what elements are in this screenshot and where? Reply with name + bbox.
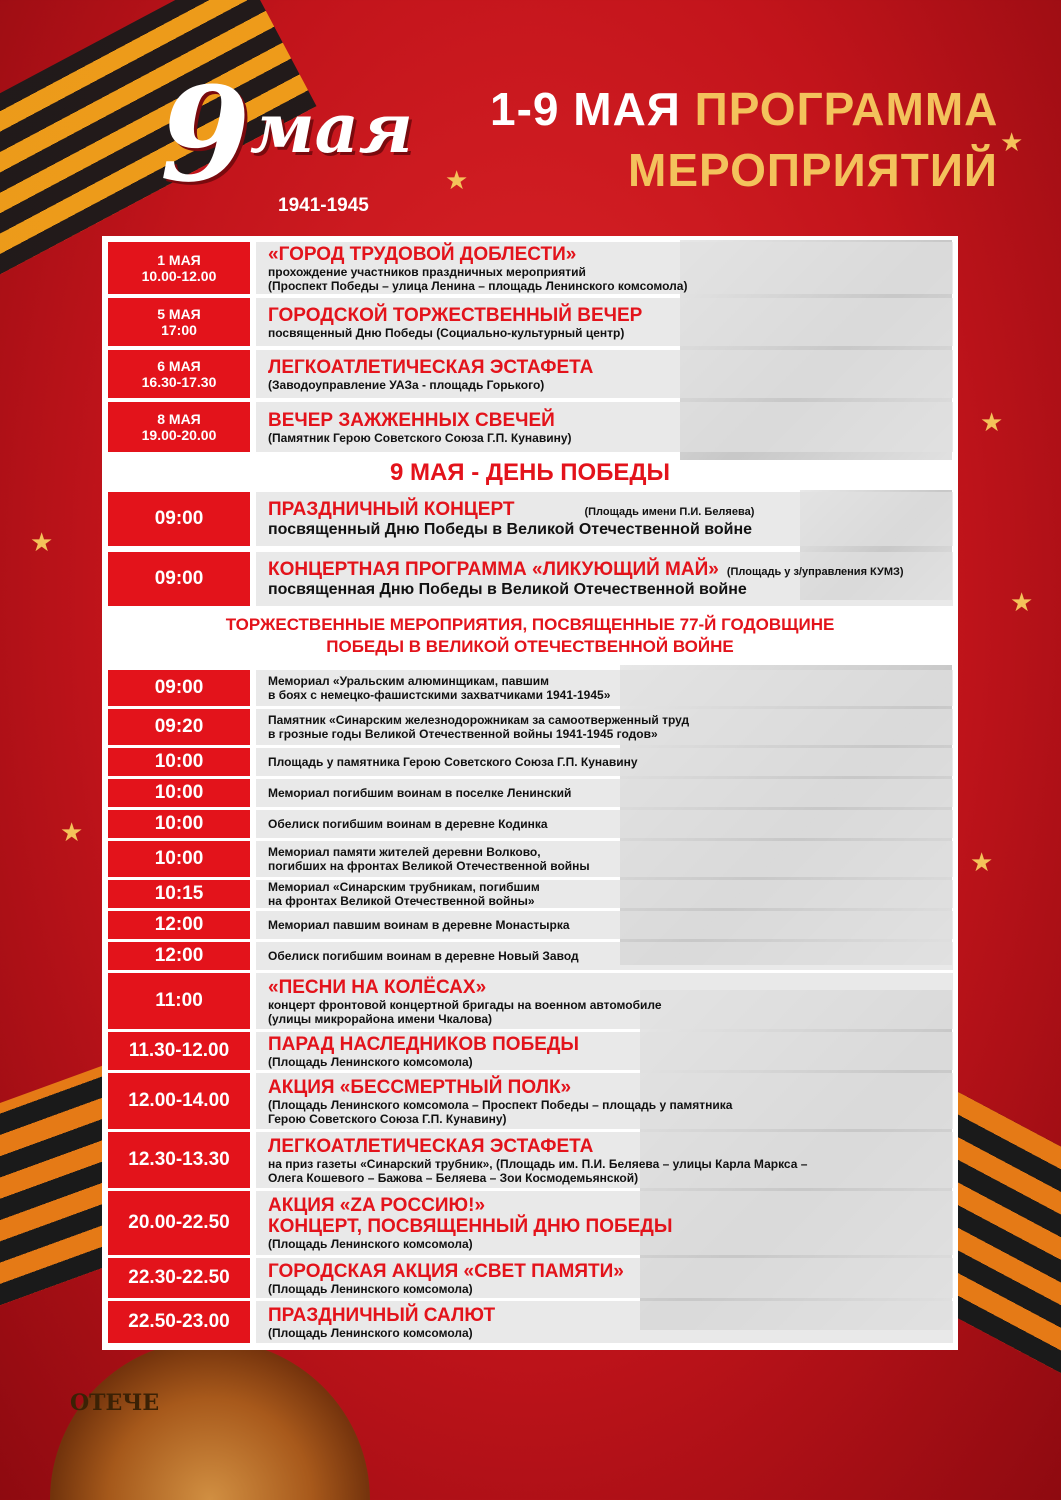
page-title-line2: МЕРОПРИЯТИЙ <box>628 144 998 196</box>
event-time: 10:15 <box>108 880 250 908</box>
event-time: 10:00 <box>108 748 250 776</box>
schedule-row <box>108 1258 953 1298</box>
medal-text: ОТЕЧЕ <box>70 1390 160 1416</box>
event-description: в боях с немецко-фашистскими захватчиками 1941-1945» <box>268 688 611 702</box>
schedule-row <box>108 242 953 294</box>
schedule-row <box>108 779 953 807</box>
event-location: (Заводоуправление УАЗа - площадь Горького) <box>268 377 545 392</box>
event-time: 10:00 <box>108 810 250 838</box>
event-description: посвященная Дню Победы в Великой Отечественной войне <box>268 580 747 598</box>
event-description: прохождение участников праздничных мероприятий <box>268 264 586 279</box>
event-date: 8 МАЯ <box>157 411 201 427</box>
event-time: 09:00 <box>108 552 250 606</box>
event-description: на фронтах Великой Отечественной войны» <box>268 894 535 908</box>
star-icon: ★ <box>1010 588 1034 618</box>
event-description: Мемориал «Синарским трубникам, погибшим <box>268 880 540 894</box>
ceremony-title-line1: ТОРЖЕСТВЕННЫЕ МЕРОПРИЯТИЯ, ПОСВЯЩЕННЫЕ 77-Й ГОДОВЩИНЕ <box>225 615 835 634</box>
schedule-row <box>108 1191 953 1255</box>
event-title: АКЦИЯ «БЕССМЕРТНЫЙ ПОЛК» <box>268 1076 572 1098</box>
schedule-row <box>108 880 953 908</box>
page-title-line1 <box>490 82 998 136</box>
schedule-row <box>108 942 953 970</box>
logo-number: 9 <box>160 58 251 211</box>
event-description: посвященный Дню Победы (Социально-культурный центр) <box>268 325 625 340</box>
event-description: Площадь у памятника Герою Советского Союза Г.П. Кунавину <box>268 755 638 769</box>
logo-word: мая <box>250 89 413 169</box>
event-title: ВЕЧЕР ЗАЖЖЕННЫХ СВЕЧЕЙ <box>268 409 555 431</box>
event-time: 22.50-23.00 <box>108 1301 250 1343</box>
ceremony-title-line2: ПОБЕДЫ В ВЕЛИКОЙ ОТЕЧЕСТВЕННОЙ ВОЙНЕ <box>326 637 734 656</box>
logo-years: 1941-1945 <box>278 195 369 216</box>
event-description: в грозные годы Великой Отечественной войны 1941-1945 годов» <box>268 727 658 741</box>
event-time: 09:00 <box>108 492 250 546</box>
event-time: 10.00-12.00 <box>141 268 217 284</box>
star-icon: ★ <box>60 818 84 848</box>
event-description: Мемориал памяти жителей деревни Волково, <box>268 845 541 859</box>
star-icon: ★ <box>980 408 1004 438</box>
event-location: (Площадь у з/управления КУМЗ) <box>726 565 904 578</box>
schedule-row <box>108 350 953 398</box>
schedule-row <box>108 748 953 776</box>
schedule-row <box>108 1073 953 1129</box>
event-description: посвященный Дню Победы в Великой Отечественной войне <box>268 520 753 538</box>
event-location: (Площадь Ленинского комсомола – Проспект Победы – площадь у памятника <box>268 1097 733 1112</box>
event-title: КОНЦЕРТНАЯ ПРОГРАММА «ЛИКУЮЩИЙ МАЙ» <box>268 558 719 580</box>
schedule-row <box>108 492 953 546</box>
event-description: погибших на фронтах Великой Отечественной войны <box>268 859 590 873</box>
schedule-row <box>108 1301 953 1343</box>
event-time: 16.30-17.30 <box>141 374 217 390</box>
event-description: Памятник «Синарским железнодорожникам за самоотверженный труд <box>268 713 690 727</box>
event-location: (улицы микрорайона имени Чкалова) <box>268 1011 493 1026</box>
event-description: Мемориал погибшим воинам в поселке Ленинский <box>268 786 572 800</box>
event-date: 1 МАЯ <box>157 252 201 268</box>
event-description: Обелиск погибшим воинам в деревне Кодинка <box>268 817 548 831</box>
event-title: ПРАЗДНИЧНЫЙ КОНЦЕРТ <box>268 498 515 520</box>
event-time: 12.30-13.30 <box>108 1132 250 1188</box>
event-title: ЛЕГКОАТЛЕТИЧЕСКАЯ ЭСТАФЕТА <box>268 1135 594 1157</box>
event-title: ГОРОДСКАЯ АКЦИЯ «СВЕТ ПАМЯТИ» <box>268 1260 624 1282</box>
event-title: «ПЕСНИ НА КОЛЁСАХ» <box>268 976 487 998</box>
schedule-row <box>108 1132 953 1188</box>
event-date: 6 МАЯ <box>157 358 201 374</box>
event-subtitle: КОНЦЕРТ, ПОСВЯЩЕННЫЙ ДНЮ ПОБЕДЫ <box>268 1216 673 1237</box>
schedule-row <box>108 841 953 877</box>
event-title: ПАРАД НАСЛЕДНИКОВ ПОБЕДЫ <box>268 1033 580 1055</box>
event-time: 22.30-22.50 <box>108 1258 250 1298</box>
schedule-row <box>108 552 953 606</box>
star-icon: ★ <box>30 528 54 558</box>
schedule-row <box>108 1032 953 1070</box>
event-time: 09:00 <box>108 670 250 706</box>
ceremony-section-title <box>102 614 958 658</box>
schedule-row <box>108 810 953 838</box>
event-title: «ГОРОД ТРУДОВОЙ ДОБЛЕСТИ» <box>268 243 577 265</box>
event-date: 5 МАЯ <box>157 306 201 322</box>
event-title: ЛЕГКОАТЛЕТИЧЕСКАЯ ЭСТАФЕТА <box>268 356 594 378</box>
event-location: (Памятник Герою Советского Союза Г.П. Кунавину) <box>268 430 572 445</box>
event-title: ГОРОДСКОЙ ТОРЖЕСТВЕННЫЙ ВЕЧЕР <box>268 304 643 326</box>
event-description: Обелиск погибшим воинам в деревне Новый Завод <box>268 949 579 963</box>
event-description: Мемориал павшим воинам в деревне Монастырка <box>268 918 570 932</box>
event-location: (Площадь Ленинского комсомола) <box>268 1325 473 1340</box>
event-location: Олега Кошевого – Бажова – Беляева – Зои Космодемьянской) <box>268 1170 639 1185</box>
schedule-row <box>108 670 953 706</box>
event-time: 10:00 <box>108 779 250 807</box>
event-location: (Площадь Ленинского комсомола) <box>268 1237 473 1251</box>
event-time: 09:20 <box>108 709 250 745</box>
star-icon: ★ <box>1000 128 1024 158</box>
event-time: 12:00 <box>108 911 250 939</box>
event-time: 12:00 <box>108 942 250 970</box>
event-description: на приз газеты «Синарский трубник», (Площадь им. П.И. Беляева – улицы Карла Маркса – <box>268 1156 808 1171</box>
victory-day-title: 9 МАЯ - ДЕНЬ ПОБЕДЫ <box>389 459 671 486</box>
schedule-row <box>108 911 953 939</box>
event-time: 17:00 <box>161 322 197 338</box>
event-time: 12.00-14.00 <box>108 1073 250 1129</box>
schedule-row <box>108 709 953 745</box>
event-description: Мемориал «Уральским алюминщикам, павшим <box>268 674 550 688</box>
schedule-row <box>108 298 953 346</box>
event-time: 10:00 <box>108 841 250 877</box>
schedule-row <box>108 973 953 1029</box>
event-description: концерт фронтовой концертной бригады на военном автомобиле <box>268 997 662 1012</box>
event-location: (Площадь Ленинского комсомола) <box>268 1054 473 1069</box>
event-time: 11.30-12.00 <box>108 1032 250 1070</box>
order-medal-icon <box>50 1340 370 1500</box>
star-icon: ★ <box>970 848 994 878</box>
event-title: АКЦИЯ «ZA РОССИЮ!» <box>268 1195 486 1216</box>
event-location: Герою Советского Союза Г.П. Кунавину) <box>268 1111 507 1126</box>
schedule-row <box>108 402 953 452</box>
event-time: 11:00 <box>108 973 250 1029</box>
event-location: (Площадь Ленинского комсомола) <box>268 1281 473 1296</box>
title-program: ПРОГРАММА <box>694 83 999 135</box>
event-location: (Площадь имени П.И. Беляева) <box>584 505 755 518</box>
event-title: ПРАЗДНИЧНЫЙ САЛЮТ <box>268 1304 496 1326</box>
title-dates: 1-9 МАЯ <box>490 83 681 135</box>
star-icon: ★ <box>445 166 469 196</box>
event-location: (Проспект Победы – улица Ленина – площадь Ленинского комсомола) <box>268 278 688 293</box>
event-time: 19.00-20.00 <box>141 427 217 443</box>
event-time: 20.00-22.50 <box>108 1191 250 1255</box>
